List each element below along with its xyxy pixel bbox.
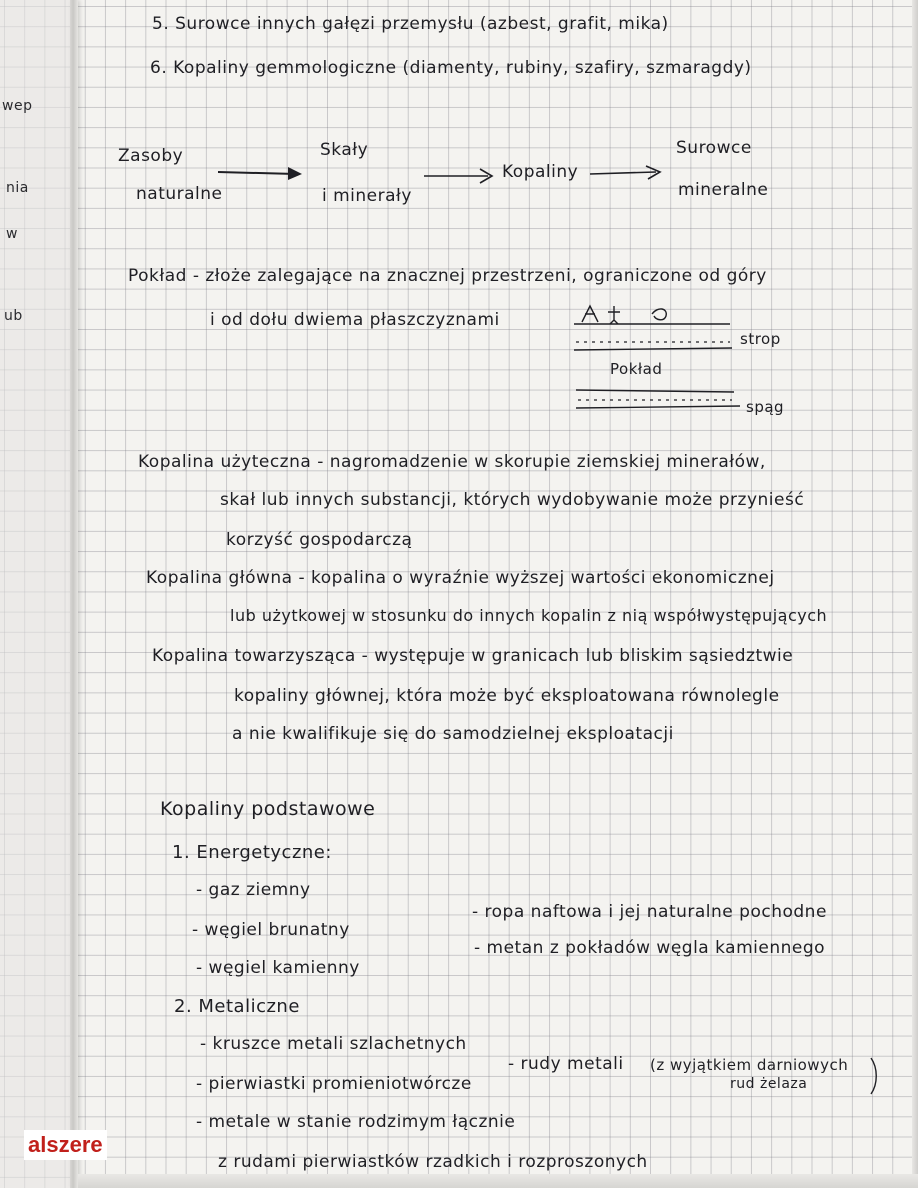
watermark-logo: alszere — [24, 1130, 107, 1160]
def-glowna-2: lub użytkowej w stosunku do innych kopalin z nią współwystępujących — [230, 606, 828, 625]
left-fragment-4: ub — [4, 308, 23, 324]
left-fragment-3: w — [6, 226, 18, 242]
energetyczne-title: 1. Energetyczne: — [172, 842, 332, 863]
right-page-edge — [912, 0, 918, 1188]
metal-paren-b: rud żelaza — [730, 1076, 808, 1092]
diagram-label-strop: strop — [740, 330, 781, 348]
metal-right: - rudy metali — [508, 1054, 624, 1074]
surface-figures-icon — [582, 306, 666, 324]
energ-item-3: - węgiel kamienny — [196, 958, 360, 978]
bottom-page-edge — [78, 1174, 918, 1188]
flow-arrow-1 — [218, 164, 308, 184]
energ-item-1: - gaz ziemny — [196, 880, 311, 900]
metal-item-2: - pierwiastki promieniotwórcze — [196, 1074, 472, 1094]
left-fragment-1: wep — [2, 98, 33, 114]
flow-node-4b: mineralne — [678, 180, 769, 200]
diagram-label-spag: spąg — [746, 398, 785, 416]
energ-item-2: - węgiel brunatny — [192, 920, 350, 940]
def-uzyteczna-2: skał lub innych substancji, których wydobywanie może przynieść — [220, 490, 805, 510]
def-towarzyszaca-1: Kopalina towarzysząca - występuje w granicach lub bliskim sąsiedztwie — [152, 646, 794, 666]
left-fragment-2: nia — [6, 180, 29, 196]
left-page-edge — [0, 0, 70, 1188]
podstawowe-title: Kopaliny podstawowe — [160, 798, 376, 820]
diagram-label-poklad: Pokład — [610, 360, 663, 378]
flow-node-1a: Zasoby — [118, 146, 184, 166]
metal-item-4: z rudami pierwiastków rzadkich i rozproszonych — [218, 1152, 648, 1172]
metal-paren-a: (z wyjątkiem darniowych — [650, 1056, 849, 1074]
notebook-spine — [70, 0, 78, 1188]
flow-node-2a: Skały — [320, 140, 369, 160]
flow-node-2b: i minerały — [322, 186, 412, 206]
poklad-line-1: Pokład - złoże zalegające na znacznej przestrzeni, ograniczone od góry — [128, 266, 767, 286]
list-item-5: 5. Surowce innych gałęzi przemysłu (azbest, grafit, mika) — [152, 14, 669, 34]
def-uzyteczna-3: korzyść gospodarczą — [226, 530, 413, 550]
flow-node-3: Kopaliny — [502, 162, 579, 182]
def-towarzyszaca-2: kopaliny głównej, która może być eksploatowana równolegle — [234, 686, 780, 706]
metal-item-3: - metale w stanie rodzimym łącznie — [196, 1112, 516, 1132]
energ-item-right-1: - ropa naftowa i jej naturalne pochodne — [472, 902, 827, 922]
def-glowna-1: Kopalina główna - kopalina o wyraźnie wyższej wartości ekonomicznej — [146, 568, 775, 588]
flow-node-4a: Surowce — [676, 138, 752, 158]
poklad-line-2: i od dołu dwiema płaszczyznami — [210, 310, 500, 330]
flow-node-1b: naturalne — [136, 184, 223, 204]
def-towarzyszaca-3: a nie kwalifikuje się do samodzielnej eksploatacji — [232, 724, 674, 744]
metaliczne-title: 2. Metaliczne — [174, 996, 300, 1017]
flow-arrow-3 — [590, 166, 670, 186]
metal-item-1: - kruszce metali szlachetnych — [200, 1034, 467, 1054]
list-item-6: 6. Kopaliny gemmologiczne (diamenty, rubiny, szafiry, szmaragdy) — [150, 58, 752, 78]
closing-paren-icon — [868, 1056, 882, 1096]
energ-item-right-2: - metan z pokładów węgla kamiennego — [474, 938, 826, 958]
def-uzyteczna-1: Kopalina użyteczna - nagromadzenie w skorupie ziemskiej minerałów, — [138, 452, 766, 472]
flow-arrow-2 — [424, 166, 504, 186]
